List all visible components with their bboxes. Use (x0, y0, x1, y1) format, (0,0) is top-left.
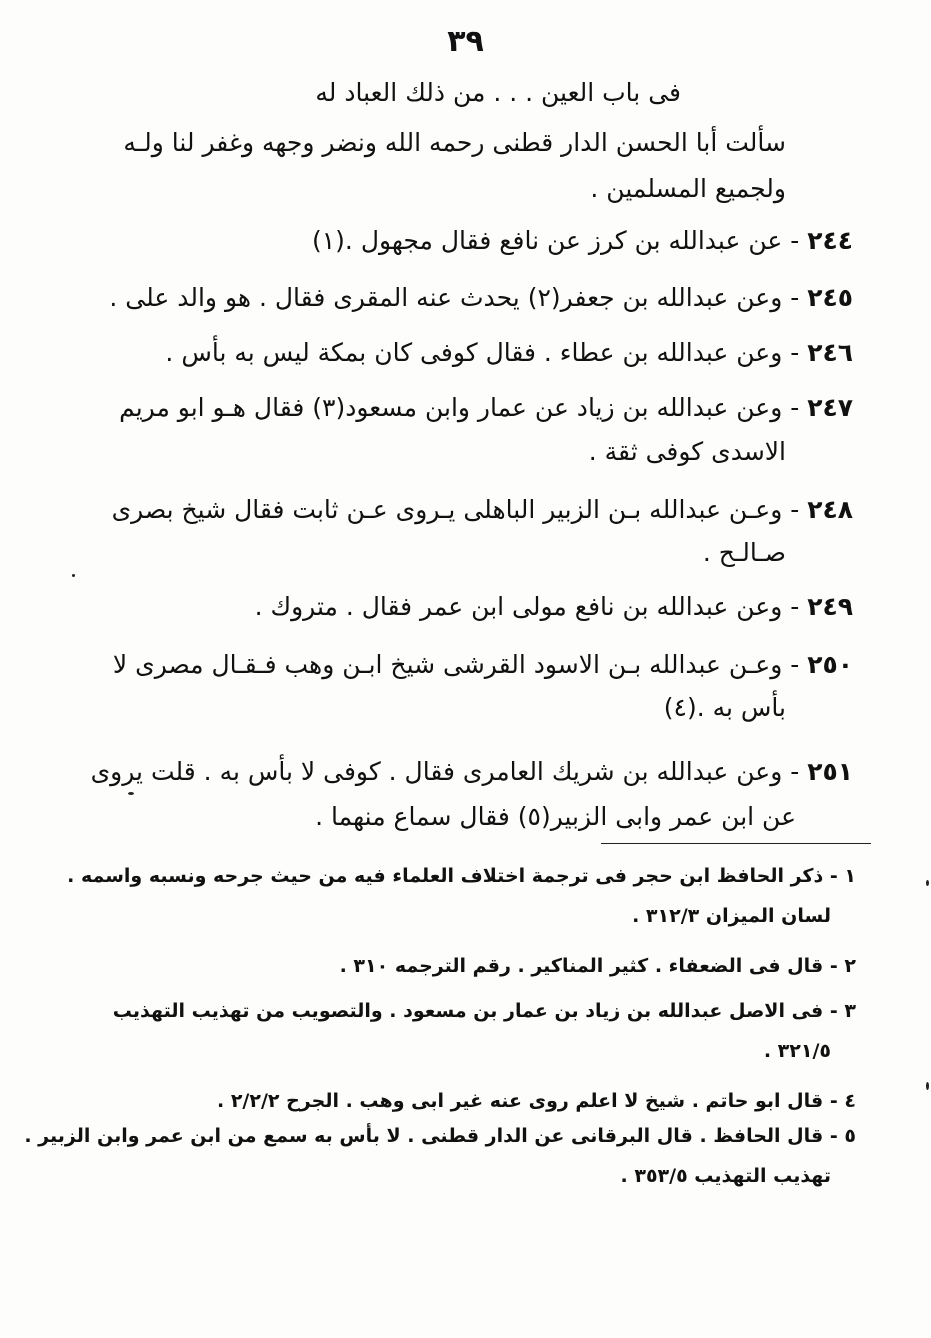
footnote-number: ٢ (844, 955, 856, 977)
footnote-number: ٥ (844, 1125, 856, 1147)
entry-246 (165, 338, 853, 368)
entry-dash: - (790, 757, 800, 786)
entry-dash: - (790, 650, 800, 679)
footnote-number: ١ (844, 865, 856, 887)
entry-text: وعن عبدالله بن جعفر(٢) يحدث عنه المقرى فقال . هو والد على . (109, 283, 783, 312)
footnote-dash: - (829, 1125, 838, 1147)
footnote-continuation: ٣٢١/٥ . (763, 1040, 831, 1062)
footnote-text: قال ابو حاتم . شيخ لا اعلم روى عنه غير ابى وهب . الجرح ٢/٢/٢ . (216, 1090, 824, 1112)
footnote-continuation: تهذيب التهذيب ٣٥٣/٥ . (620, 1165, 831, 1187)
footnote-dash: - (829, 1000, 838, 1022)
entry-number: ٢٥١ (807, 757, 853, 786)
footnote-text: قال الحافظ . قال البرقانى عن الدار قطنى . لا بأس به سمع من ابن عمر وابن الزبير . (24, 1125, 824, 1147)
footnote-text: ذكر الحافظ ابن حجر فى ترجمة اختلاف العلماء فيه من حيث جرحه ونسبه واسمه . (67, 865, 824, 887)
footnote-dash: - (829, 865, 838, 887)
entry-dash: - (790, 283, 800, 312)
entry-number: ٢٥٠ (807, 650, 853, 679)
scan-speck (128, 792, 134, 795)
entry-text: وعـن عبدالله بـن الاسود القرشى شيخ ابـن وهب فـقـال مصرى لا (112, 650, 783, 679)
scan-speck (926, 880, 929, 886)
entry-249 (255, 592, 853, 622)
footnote-number: ٤ (844, 1090, 856, 1112)
footnote-1 (67, 865, 856, 888)
entry-continuation: صـالـح . (702, 538, 786, 567)
entry-text: وعن عبدالله بن شريك العامرى فقال . كوفى لا بأس به . قلت يروى (90, 757, 783, 786)
footnote-dash: - (829, 955, 838, 977)
intro-line: سألت أبا الحسن الدار قطنى رحمه الله ونضر وجهه وغفر لنا ولـه (123, 128, 786, 157)
page-number: ٣٩ (447, 24, 484, 59)
entry-text: عن عبدالله بن كرز عن نافع فقال مجهول .(١) (311, 226, 783, 255)
entry-number: ٢٤٨ (807, 495, 853, 524)
scan-speck (926, 1082, 929, 1090)
entry-244 (312, 226, 853, 256)
footnote-4 (217, 1090, 856, 1113)
footnote-text: قال فى الضعفاء . كثير المناكير . رقم الترجمه ٣١٠ . (339, 955, 824, 977)
footnote-dash: - (829, 1090, 838, 1112)
entry-248 (112, 495, 853, 525)
footnote-5 (24, 1125, 856, 1148)
entry-number: ٢٤٧ (807, 393, 853, 422)
footnote-number: ٣ (844, 1000, 856, 1022)
footnote-3 (113, 1000, 856, 1023)
entry-dash: - (790, 338, 800, 367)
entry-text: وعن عبدالله بن عطاء . فقال كوفى كان بمكة ليس به بأس . (165, 338, 783, 367)
entry-dash: - (790, 495, 800, 524)
entry-dash: - (790, 226, 800, 255)
footnote-text: فى الاصل عبدالله بن زياد بن عمار بن مسعود . والتصويب من تهذيب التهذيب (112, 1000, 824, 1022)
scan-speck (72, 574, 75, 577)
entry-250 (113, 650, 853, 680)
entry-text: وعن عبدالله بن نافع مولى ابن عمر فقال . متروك . (254, 592, 783, 621)
footnote-continuation: لسان الميزان ٣١٢/٣ . (632, 905, 831, 927)
entry-continuation: عن ابن عمر وابى الزبير(٥) فقال سماع منهما . (315, 802, 796, 831)
entry-dash: - (790, 592, 800, 621)
footnote-divider (601, 843, 871, 844)
entry-text: وعـن عبدالله بـن الزبير الباهلى يـروى عـن ثابت فقال شيخ بصرى (111, 495, 783, 524)
entry-247 (119, 393, 853, 423)
entry-number: ٢٤٦ (807, 338, 853, 367)
entry-number: ٢٤٤ (807, 226, 853, 255)
entry-continuation: بأس به .(٤) (663, 693, 786, 722)
entry-continuation: الاسدى كوفى ثقة . (588, 437, 786, 466)
entry-number: ٢٤٩ (807, 592, 853, 621)
section-header: فى باب العين . . . من ذلك العباد له (315, 78, 681, 107)
intro-line: ولجميع المسلمين . (590, 174, 786, 203)
entry-number: ٢٤٥ (807, 283, 853, 312)
entry-dash: - (790, 393, 800, 422)
entry-text: وعن عبدالله بن زياد عن عمار وابن مسعود(٣) فقال هـو ابو مريم (119, 393, 783, 422)
footnote-2 (340, 955, 856, 978)
entry-245 (109, 283, 853, 313)
entry-251 (91, 757, 853, 787)
